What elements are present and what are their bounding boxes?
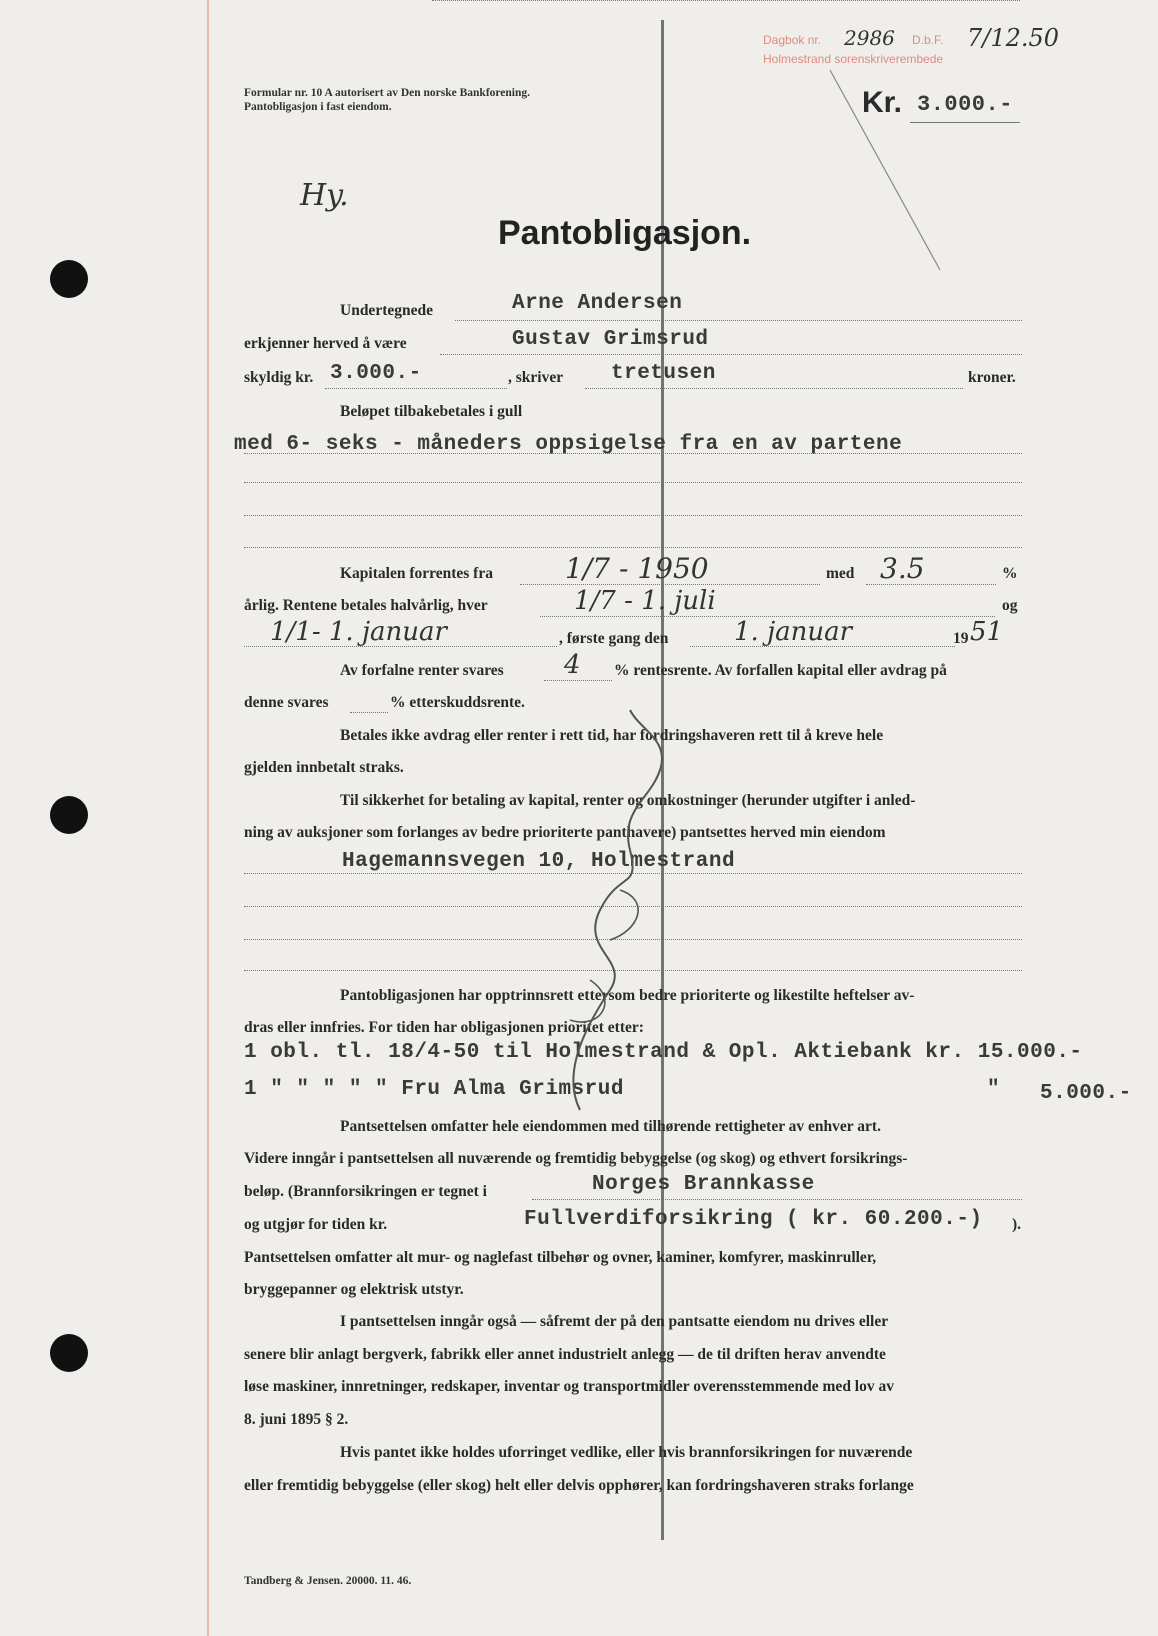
p6-line-2: eller fremtidig bebyggelse (eller skog) helt eller delvis opphører, kan fordringshaveren straks forlange	[244, 1477, 914, 1494]
erkjenner-label: erkjenner herved å være	[244, 335, 407, 352]
p2-line-1: Til sikkerhet for betaling av kapital, renter og omkostninger (herunder utgifter i anled-	[340, 792, 916, 809]
denne-svares-line	[350, 712, 388, 713]
punch-hole-bottom	[50, 1334, 88, 1372]
year-prefix: 19	[953, 630, 969, 647]
erkjenner-value: Gustav Grimsrud	[512, 328, 709, 351]
p4-line-2: Videre inngår i pantsettelsen all nuværende og fremtidig bebyggelse (og skog) og ethvert forsikrings-	[244, 1150, 908, 1167]
av-forfalne-label: Av forfalne renter svares	[340, 662, 504, 679]
p5-line-2: senere blir anlagt bergverk, fabrikk eller annet industrielt anlegg — de til driften herav anvendte	[244, 1346, 886, 1363]
kroner-label: kroner.	[968, 369, 1016, 386]
signature-scribble	[520, 690, 720, 1130]
property-value: Hagemannsvegen 10, Holmestrand	[342, 850, 736, 873]
skyldig-label: skyldig kr.	[244, 369, 314, 386]
av-forfalne-value: 4	[564, 650, 581, 680]
og-label: og	[1002, 597, 1018, 614]
kapitalen-label: Kapitalen forrentes fra	[340, 565, 493, 582]
skriver-value: tretusen	[611, 362, 716, 385]
p5-line-3: løse maskiner, innretninger, redskaper, inventar og transportmidler overensstemmende med lov av	[244, 1378, 894, 1395]
av-forfalne-line	[544, 680, 612, 681]
rate-value: 3.5	[880, 552, 925, 585]
prior-obligation-2-amount: 5.000.-	[1040, 1082, 1132, 1105]
p6-line-1: Hvis pantet ikke holdes uforringet vedlike, eller hvis brannforsikringen for nuværende	[340, 1444, 913, 1461]
p1-line-1: Betales ikke avdrag eller renter i rett tid, har fordringshaveren rett til å kreve hele	[340, 727, 884, 744]
form-line-2: Pantobligasjon i fast eiendom.	[244, 101, 392, 113]
belopet-value: med 6- seks - måneders oppsigelse fra en av partene	[234, 433, 903, 456]
amount-label: Kr.	[862, 86, 903, 119]
p4-line-3: beløp. (Brannforsikringen er tegnet i	[244, 1183, 487, 1200]
med-label: med	[826, 565, 855, 582]
p5-line-1: I pantsettelsen inngår også — såfremt der på den pantsatte eiendom nu drives eller	[340, 1313, 889, 1330]
erkjenner-line	[440, 354, 1022, 355]
arlig-value: 1/7 - 1. juli	[574, 586, 716, 616]
insurer-line	[532, 1199, 1022, 1200]
punch-hole-middle	[50, 796, 88, 834]
insurance-value: Fullverdiforsikring ( kr. 60.200.-)	[524, 1208, 983, 1231]
printer-imprint: Tandberg & Jensen. 20000. 11. 46.	[244, 1575, 412, 1587]
undertegnede-label: Undertegnede	[340, 302, 433, 319]
p4-line-5: Pantsettelsen omfatter alt mur- og naglefast tilbehør og ovner, kaminer, komfyrer, maskinruller,	[244, 1249, 877, 1266]
belopet-label: Beløpet tilbakebetales i gull	[340, 403, 523, 420]
form-line-1: Formular nr. 10 A autorisert av Den norske Bankforening.	[244, 87, 531, 99]
stamp-dagbok-label: Dagbok nr.	[763, 33, 822, 47]
rate-percent: %	[1002, 565, 1018, 582]
forste-gang-label: , første gang den	[559, 630, 669, 647]
insurance-line	[432, 0, 1020, 1]
p4-line-6: bryggepanner og elektrisk utstyr.	[244, 1281, 464, 1298]
p2-line-2: ning av auksjoner som forlanges av bedre prioriterte panthavere) pantsettes herved min eiendom	[244, 824, 886, 841]
p3-line-2: dras eller innfries. For tiden har obligasjonen prioritet etter:	[244, 1019, 644, 1036]
belopet-line-1	[244, 453, 1022, 454]
insurer-value: Norges Brannkasse	[592, 1173, 815, 1196]
stamp-date: 7/12.50	[967, 24, 1060, 52]
prior-obligation-2: 1 " " " " " Fru Alma Grimsrud	[244, 1078, 624, 1101]
prior-obligation-1: 1 obl. tl. 18/4-50 til Holmestrand & Opl. Aktiebank kr. 15.000.-	[244, 1041, 1083, 1064]
forste-gang-value: 1. januar	[734, 617, 853, 647]
skriver-label: , skriver	[508, 369, 564, 386]
belopet-line-2	[244, 482, 1022, 483]
rate-line	[866, 584, 996, 585]
stamp-dagbok-number: 2986	[844, 26, 895, 50]
year-suffix: 51	[970, 617, 1004, 647]
stamp-office: Holmestrand sorenskriverembede	[763, 52, 944, 66]
prior-obligation-2-quote: "	[987, 1078, 1001, 1101]
belopet-line-3	[244, 515, 1022, 516]
p5-line-4: 8. juni 1895 § 2.	[244, 1411, 349, 1428]
belopet-line-4	[244, 547, 1022, 548]
etterskudd-label: % etterskuddsrente.	[390, 694, 525, 711]
kapitalen-value: 1/7 - 1950	[565, 552, 709, 585]
skriver-line	[585, 388, 963, 389]
p4-line-1: Pantsettelsen omfatter hele eiendommen med tilhørende rettigheter av enhver art.	[340, 1118, 881, 1135]
kapitalen-line	[520, 584, 820, 585]
amount-value: 3.000.-	[917, 92, 1013, 117]
p1-line-2: gjelden innbetalt straks.	[244, 759, 404, 776]
stamp-dbf: D.b.F.	[912, 33, 944, 47]
arlig-label: årlig. Rentene betales halvårlig, hver	[244, 597, 488, 614]
insurance-close: ).	[1012, 1216, 1022, 1233]
forste-gang-line	[690, 646, 955, 647]
second-payment-value: 1/1- 1. januar	[270, 617, 447, 647]
av-forfalne-rest: % rentesrente. Av forfallen kapital eller avdrag på	[614, 662, 947, 679]
denne-svares-label: denne svares	[244, 694, 329, 711]
p4-line-4: og utgjør for tiden kr.	[244, 1216, 388, 1233]
initials-mark: Hy.	[300, 178, 349, 213]
p3-line-1: Pantobligasjonen har opptrinnsrett ettersom bedre prioriterte og likestilte heftelser av-	[340, 987, 915, 1004]
margin-rule	[207, 0, 209, 1636]
punch-hole-top	[50, 260, 88, 298]
page-title: Pantobligasjon.	[498, 214, 752, 252]
undertegnede-line	[455, 320, 1022, 321]
pencil-diagonal-mark	[820, 60, 1020, 280]
second-payment-line	[244, 646, 557, 647]
skyldig-line	[325, 388, 507, 389]
undertegnede-value: Arne Andersen	[512, 292, 683, 315]
skyldig-value: 3.000.-	[330, 362, 422, 385]
